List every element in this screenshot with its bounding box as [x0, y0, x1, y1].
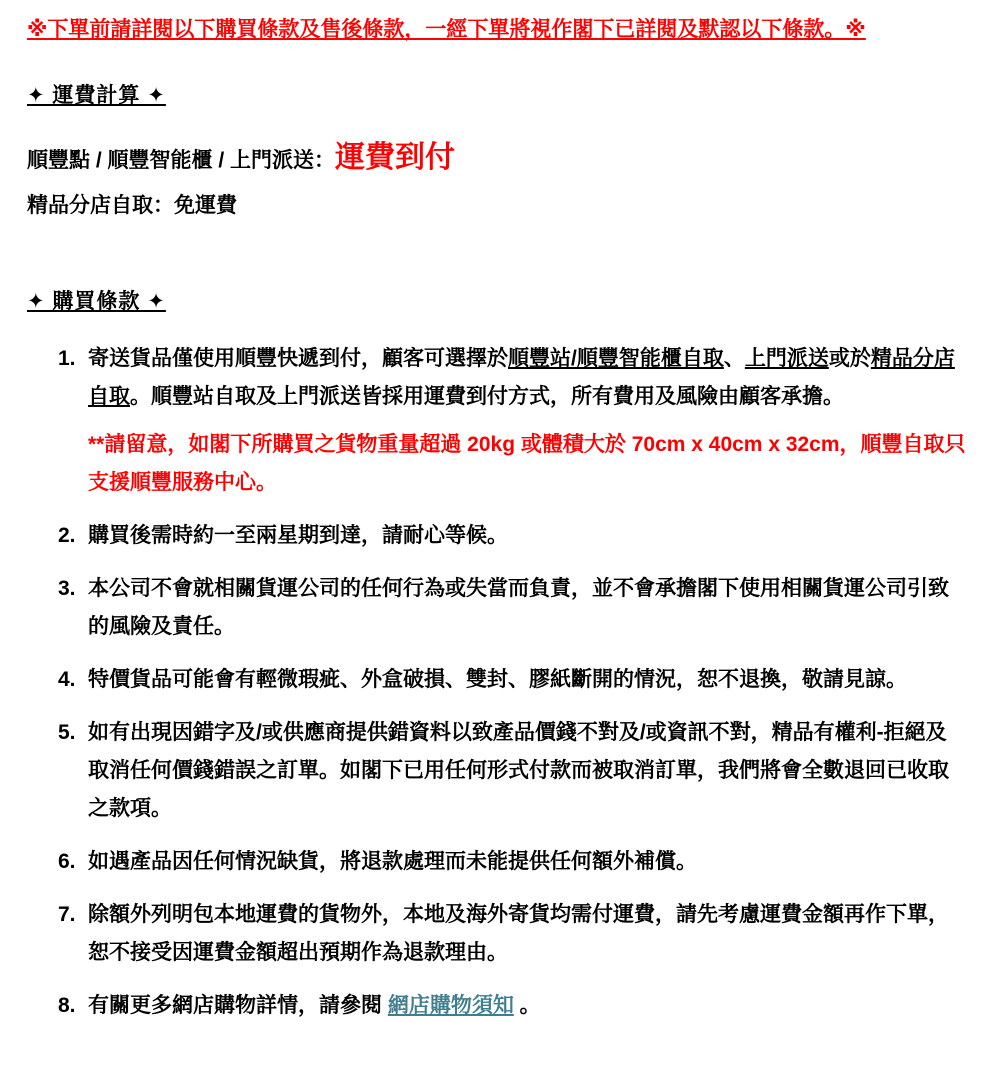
term-number: 5. — [58, 721, 76, 745]
term-number: 7. — [58, 903, 76, 927]
term-segment: 。 — [513, 994, 541, 1018]
term-number: 4. — [58, 668, 76, 692]
pre-order-notice: ※下單前請詳閱以下購買條款及售後條款，一經下單將視作閣下已詳閱及默認以下條款。※ — [27, 18, 866, 41]
term-item — [58, 340, 967, 502]
term-number: 3. — [58, 577, 76, 601]
term-item — [58, 517, 967, 555]
term-item — [58, 661, 967, 699]
term-number: 6. — [58, 850, 76, 874]
term-text — [88, 661, 966, 699]
term-segment: 有關更多網店購物詳情，請參閱 — [88, 994, 388, 1018]
term-segment: 購買後需時約一至兩星期到達，請耐心等候。 — [88, 524, 508, 548]
term-segment: 。順豐站自取及上門派送皆採用運費到付方式，所有費用及風險由顧客承擔。 — [130, 385, 844, 409]
purchase-terms-heading: ✦ 購買條款 ✦ — [27, 290, 166, 314]
term-text — [88, 517, 966, 555]
shopping-guide-link[interactable]: 網店購物須知 — [387, 994, 514, 1018]
term-segment: 、 — [723, 347, 745, 371]
freight-collect-highlight: 運費到付 — [335, 141, 456, 175]
term-segment: 上門派送 — [744, 347, 829, 371]
term-segment: 寄送貨品僅使用順豐快遞到付，顧客可選擇於 — [88, 347, 508, 371]
term-segment: 或於 — [828, 347, 871, 371]
term-text — [88, 987, 966, 1025]
term-segment: 精品分店自取 — [88, 347, 955, 409]
terms-list — [58, 340, 967, 1025]
term-text — [88, 340, 966, 502]
term-item — [58, 570, 967, 646]
term-item — [58, 843, 967, 881]
term-item — [58, 987, 967, 1025]
term-segment: 順豐站/順豐智能櫃自取 — [508, 347, 724, 371]
term-number: 2. — [58, 524, 76, 548]
term-text — [88, 570, 966, 646]
term-red-note: **請留意，如閣下所購買之貨物重量超過 20kg 或體積大於 70cm x 40cm x 32cm，順豐自取只支援順豐服務中心。 — [88, 433, 966, 495]
shipping-methods-line — [27, 138, 967, 179]
term-number: 1. — [58, 347, 76, 371]
shipping-methods-label: 順豐點 / 順豐智能櫃 / 上門派送： — [27, 149, 336, 173]
term-number: 8. — [58, 994, 76, 1018]
term-segment: 除額外列明包本地運費的貨物外，本地及海外寄貨均需付運費，請先考慮運費金額再作下單，恕不接受因運費金額超出預期作為退款理由。 — [88, 903, 949, 965]
term-item — [58, 714, 967, 828]
term-segment: 特價貨品可能會有輕微瑕疵、外盒破損、雙封、膠紙斷開的情況，恕不退換，敬請見諒。 — [88, 668, 907, 692]
shipping-calculation-heading: ✦ 運費計算 ✦ — [27, 84, 166, 108]
term-text — [88, 843, 966, 881]
term-text — [88, 714, 966, 828]
term-segment: 本公司不會就相關貨運公司的任何行為或失當而負責，並不會承擔閣下使用相關貨運公司引致的風險及責任。 — [88, 577, 949, 639]
term-segment: 如遇產品因任何情況缺貨，將退款處理而未能提供任何額外補償。 — [88, 850, 697, 874]
term-segment: 如有出現因錯字及/或供應商提供錯資料以致產品價錢不對及/或資訊不對，精品有權利-拒絕及取消任何價錢錯誤之訂單。如閣下已用任何形式付款而被取消訂單，我們將會全數退回已收取之款項。 — [88, 721, 949, 821]
store-pickup-line: 精品分店自取：免運費 — [27, 193, 237, 217]
term-item — [58, 896, 967, 972]
term-text — [88, 896, 966, 972]
